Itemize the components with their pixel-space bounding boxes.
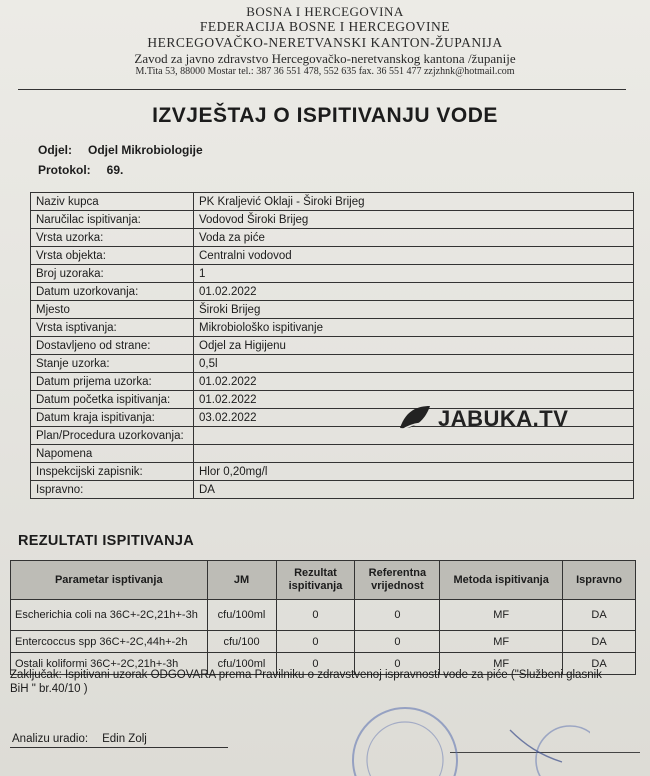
results-cell-jm: cfu/100 [207,631,276,653]
analyst-line [12,733,147,745]
results-cell-jm: cfu/100ml [207,600,276,631]
department-label: Odjel: [38,143,73,157]
info-value: Voda za piće [194,229,634,247]
info-label: Broj uzoraka: [31,265,194,283]
info-row [31,229,634,247]
official-stamp [350,690,590,776]
info-value: Široki Brijeg [194,301,634,319]
results-cell-param: Entercoccus spp 36C+-2C,44h+-2h [11,631,208,653]
info-row [31,373,634,391]
info-value: 03.02.2022 [194,409,634,427]
info-label: Datum kraja ispitivanja: [31,409,194,427]
results-header-cell: Referentna vrijednost [355,561,440,600]
info-value: 1 [194,265,634,283]
results-title: REZULTATI ISPITIVANJA [18,533,195,549]
info-value: 0,5l [194,355,634,373]
results-cell-ispravno: DA [563,631,636,653]
results-cell-referentna: 0 [355,631,440,653]
info-row [31,283,634,301]
results-cell-param: Ostali koliformi 36C+-2C,21h+-3h [11,653,208,675]
info-label: Datum uzorkovanja: [31,283,194,301]
info-label: Vrsta objekta: [31,247,194,265]
letterhead-country: BOSNA I HERCEGOVINA [246,4,404,19]
info-label: Ispravno: [31,481,194,499]
results-cell-ispravno: DA [563,653,636,675]
info-label: Vrsta uzorka: [31,229,194,247]
info-value [194,445,634,463]
sample-info-table [30,192,634,499]
analyst-label: Analizu uradio: [12,733,89,745]
letterhead-divider [18,89,626,90]
analyst-name: Edin Zolj [102,733,147,745]
info-row [31,211,634,229]
results-cell-rezultat: 0 [276,631,355,653]
info-row [31,445,634,463]
results-cell-rezultat: 0 [276,600,355,631]
info-label: Datum početka ispitivanja: [31,391,194,409]
protocol-label: Protokol: [38,163,91,177]
conclusion-text: Zaključak: Ispitivani uzorak ODGOVARA prema Pravilniku o zdravstvenoj ispravnosti vode za piće ("Službeni glasnik BiH " br.40/10 ) [10,669,602,695]
info-label: Mjesto [31,301,194,319]
info-value: Vodovod Široki Brijeg [194,211,634,229]
results-cell-jm: cfu/100ml [207,653,276,675]
info-row [31,301,634,319]
info-row [31,319,634,337]
letterhead-contact: M.Tita 53, 88000 Mostar tel.: 387 36 551 478, 552 635 fax. 36 551 477 zzjzhnk@hotmail.com [135,66,515,77]
analyst-signature-line [10,747,228,748]
info-label: Naručilac ispitivanja: [31,211,194,229]
info-row [31,247,634,265]
info-value: Centralni vodovod [194,247,634,265]
info-value: Odjel za Higijenu [194,337,634,355]
info-value: 01.02.2022 [194,283,634,301]
results-row [11,600,636,631]
protocol-value: 69. [106,163,124,177]
watermark [398,404,568,434]
info-value: PK Kraljević Oklaji - Široki Brijeg [194,193,634,211]
results-header-cell: JM [207,561,276,600]
info-label: Datum prijema uzorka: [31,373,194,391]
department-value: Odjel Mikrobiologije [88,143,203,157]
info-value: Hlor 0,20mg/l [194,463,634,481]
department-line [38,143,203,157]
results-header-row [11,561,636,600]
results-table [10,560,636,675]
info-label: Stanje uzorka: [31,355,194,373]
results-cell-rezultat: 0 [276,653,355,675]
results-header-cell: Ispravno [563,561,636,600]
info-label: Plan/Procedura uzorkovanja: [31,427,194,445]
info-label: Inspekcijski zapisnik: [31,463,194,481]
info-value: 01.02.2022 [194,391,634,409]
results-cell-referentna: 0 [355,653,440,675]
results-header-cell: Metoda ispitivanja [440,561,563,600]
info-row [31,193,634,211]
watermark-text: JABUKA.TV [438,406,569,431]
results-cell-metoda: MF [440,600,563,631]
info-row [31,265,634,283]
results-header-cell: Parametar isptivanja [11,561,208,600]
info-value: 01.02.2022 [194,373,634,391]
protocol-line [38,163,123,177]
info-label: Naziv kupca [31,193,194,211]
results-header-cell: Rezultat ispitivanja [276,561,355,600]
info-row [31,481,634,499]
report-title: IZVJEŠTAJ O ISPITIVANJU VODE [152,104,498,127]
info-value: Mikrobiološko ispitivanje [194,319,634,337]
apple-leaf-logo-icon [398,404,432,434]
info-label: Vrsta isptivanja: [31,319,194,337]
results-cell-param: Escherichia coli na 36C+-2C,21h+-3h [11,600,208,631]
letterhead-canton: HERCEGOVAČKO-NERETVANSKI KANTON-ŽUPANIJA [147,35,503,50]
letterhead-institute: Zavod za javno zdravstvo Hercegovačko-neretvanskog kantona /županije [134,51,516,66]
results-cell-metoda: MF [440,631,563,653]
results-cell-ispravno: DA [563,600,636,631]
results-row [11,631,636,653]
letterhead [0,4,650,78]
info-row [31,355,634,373]
letterhead-federation: FEDERACIJA BOSNE I HERCEGOVINE [199,19,451,34]
info-label: Napomena [31,445,194,463]
info-row [31,337,634,355]
info-row [31,463,634,481]
results-cell-referentna: 0 [355,600,440,631]
info-value: DA [194,481,634,499]
results-cell-metoda: MF [440,653,563,675]
info-label: Dostavljeno od strane: [31,337,194,355]
